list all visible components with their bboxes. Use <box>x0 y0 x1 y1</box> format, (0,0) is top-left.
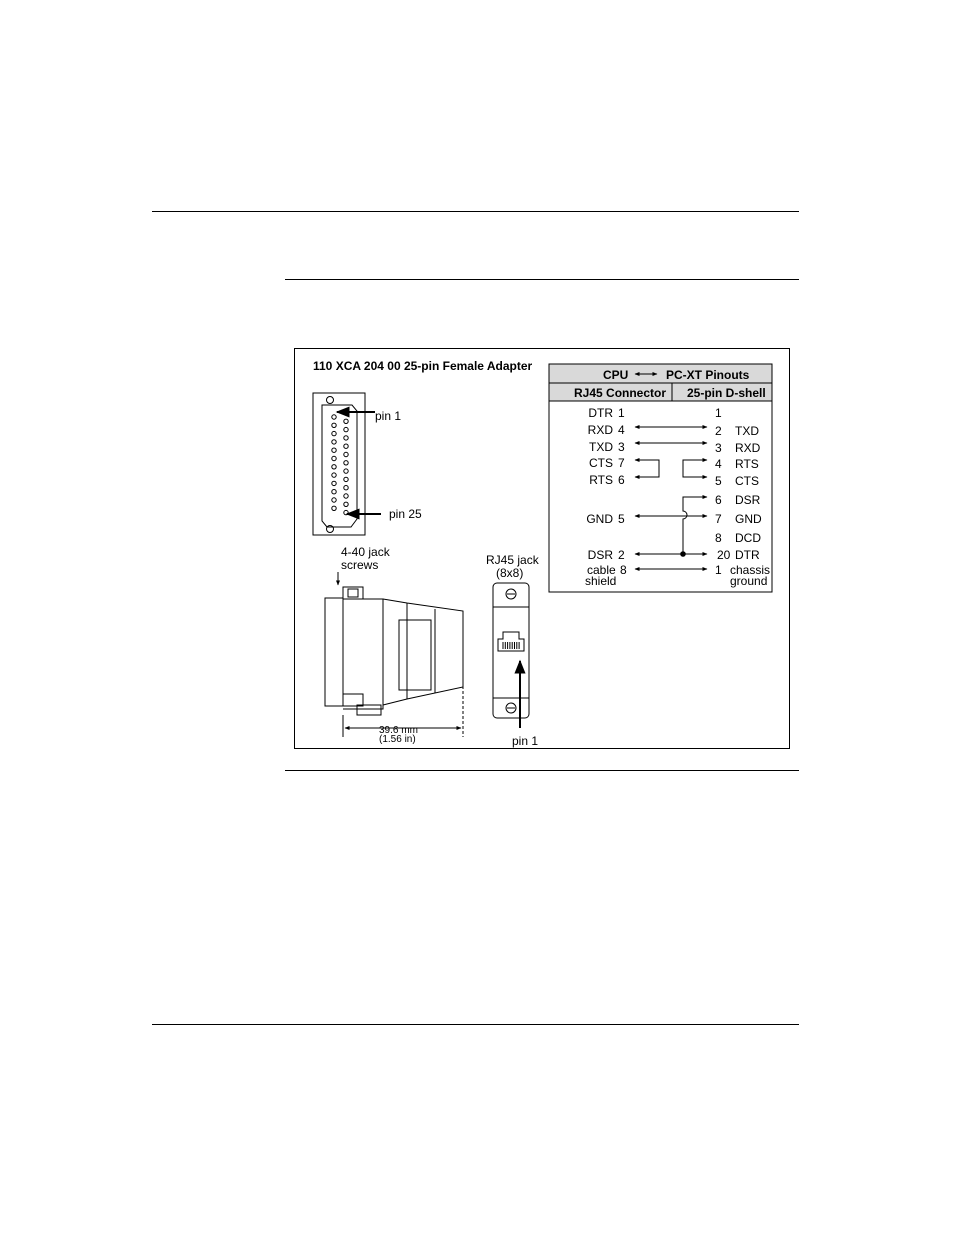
row-right-pin: 1 <box>715 406 722 420</box>
pin-hole <box>344 502 348 506</box>
row-right-name: TXD <box>735 424 759 438</box>
rj45-jack-view <box>493 583 529 718</box>
row-right-name: DTR <box>735 548 760 562</box>
figure-title: 110 XCA 204 00 25-pin Female Adapter <box>313 359 533 373</box>
pin25-label: pin 25 <box>389 507 422 521</box>
pin1-bottom-label: pin 1 <box>512 734 539 748</box>
shield-left-label-1: cable <box>587 563 616 577</box>
row-left-name: TXD <box>589 440 613 454</box>
adapter-diagram <box>295 349 791 750</box>
pin1-top-label: pin 1 <box>375 409 402 423</box>
pinout-header-right: PC-XT Pinouts <box>666 368 750 382</box>
shield-left-label-2: shield <box>585 574 617 588</box>
pin-hole <box>332 456 336 460</box>
jack-screws-label-2: screws <box>341 558 379 572</box>
row-left-name: RTS <box>589 473 613 487</box>
row-right-name: RTS <box>735 457 759 471</box>
row-left-pin: 4 <box>618 423 625 437</box>
row-right-name: DSR <box>735 493 761 507</box>
pin-hole <box>332 473 336 477</box>
pin-hole <box>332 431 336 435</box>
row-right-pin: 7 <box>715 512 722 526</box>
row-left-pin: 6 <box>618 473 625 487</box>
row-left-pin: 2 <box>618 548 625 562</box>
shield-right-label-1: chassis <box>730 563 771 577</box>
pin-hole <box>332 423 336 427</box>
row-right-name: CTS <box>735 474 759 488</box>
row-right-name: RXD <box>735 441 761 455</box>
pin-hole <box>332 415 336 419</box>
row-right-pin: 4 <box>715 457 722 471</box>
pin-hole <box>344 486 348 490</box>
pin-hole <box>344 427 348 431</box>
row-right-pin: 3 <box>715 441 722 455</box>
pin-hole <box>344 461 348 465</box>
row-left-pin: 7 <box>618 456 625 470</box>
figure-top-rule <box>285 279 799 280</box>
row-right-pin: 6 <box>715 493 722 507</box>
pinout-col-right: 25-pin D-shell <box>687 386 766 400</box>
pin-hole <box>344 419 348 423</box>
dimension-in-label: (1.56 in) <box>379 734 416 745</box>
pin-hole <box>332 465 336 469</box>
wiring-lines <box>635 427 707 569</box>
row-right-name: GND <box>735 512 762 526</box>
row-left-name: RXD <box>587 423 613 437</box>
pin-hole <box>332 448 336 452</box>
pin-hole <box>332 506 336 510</box>
bottom-rule <box>152 1024 799 1025</box>
row-right-name: DCD <box>735 531 761 545</box>
figure-bottom-rule <box>285 770 799 771</box>
rj45-jack-label-1: RJ45 jack <box>486 553 539 567</box>
row-left-pin: 3 <box>618 440 625 454</box>
pinout-header-left: CPU <box>603 368 629 382</box>
row-left-pin: 5 <box>618 512 625 526</box>
dimension-mm-label: 39.6 mm <box>379 725 418 736</box>
adapter-side-view <box>325 587 463 737</box>
top-rule <box>152 211 799 212</box>
row-left-name: DSR <box>587 548 613 562</box>
pin-hole <box>344 477 348 481</box>
pin-hole <box>344 444 348 448</box>
row-left-name: GND <box>586 512 613 526</box>
pin-hole <box>332 440 336 444</box>
row-left-name: DTR <box>588 406 613 420</box>
pin-hole <box>344 452 348 456</box>
shield-right-label-2: ground <box>730 574 768 588</box>
row-right-pin: 2 <box>715 424 722 438</box>
adapter-figure <box>294 348 790 749</box>
row-left-pin: 1 <box>618 406 625 420</box>
pinout-col-left: RJ45 Connector <box>574 386 667 400</box>
row-right-pin: 20 <box>717 548 731 562</box>
jack-screws-label-1: 4-40 jack <box>341 545 390 559</box>
shield-right-pin: 1 <box>715 563 722 577</box>
pin-hole <box>344 436 348 440</box>
shield-left-pin: 8 <box>620 563 627 577</box>
row-left-name: CTS <box>589 456 613 470</box>
pin-hole <box>344 469 348 473</box>
pin-hole <box>344 494 348 498</box>
pin-hole <box>332 481 336 485</box>
pin-hole <box>332 490 336 494</box>
row-right-pin: 5 <box>715 474 722 488</box>
pin-hole <box>332 498 336 502</box>
row-right-pin: 8 <box>715 531 722 545</box>
rj45-jack-label-2: (8x8) <box>496 566 524 580</box>
